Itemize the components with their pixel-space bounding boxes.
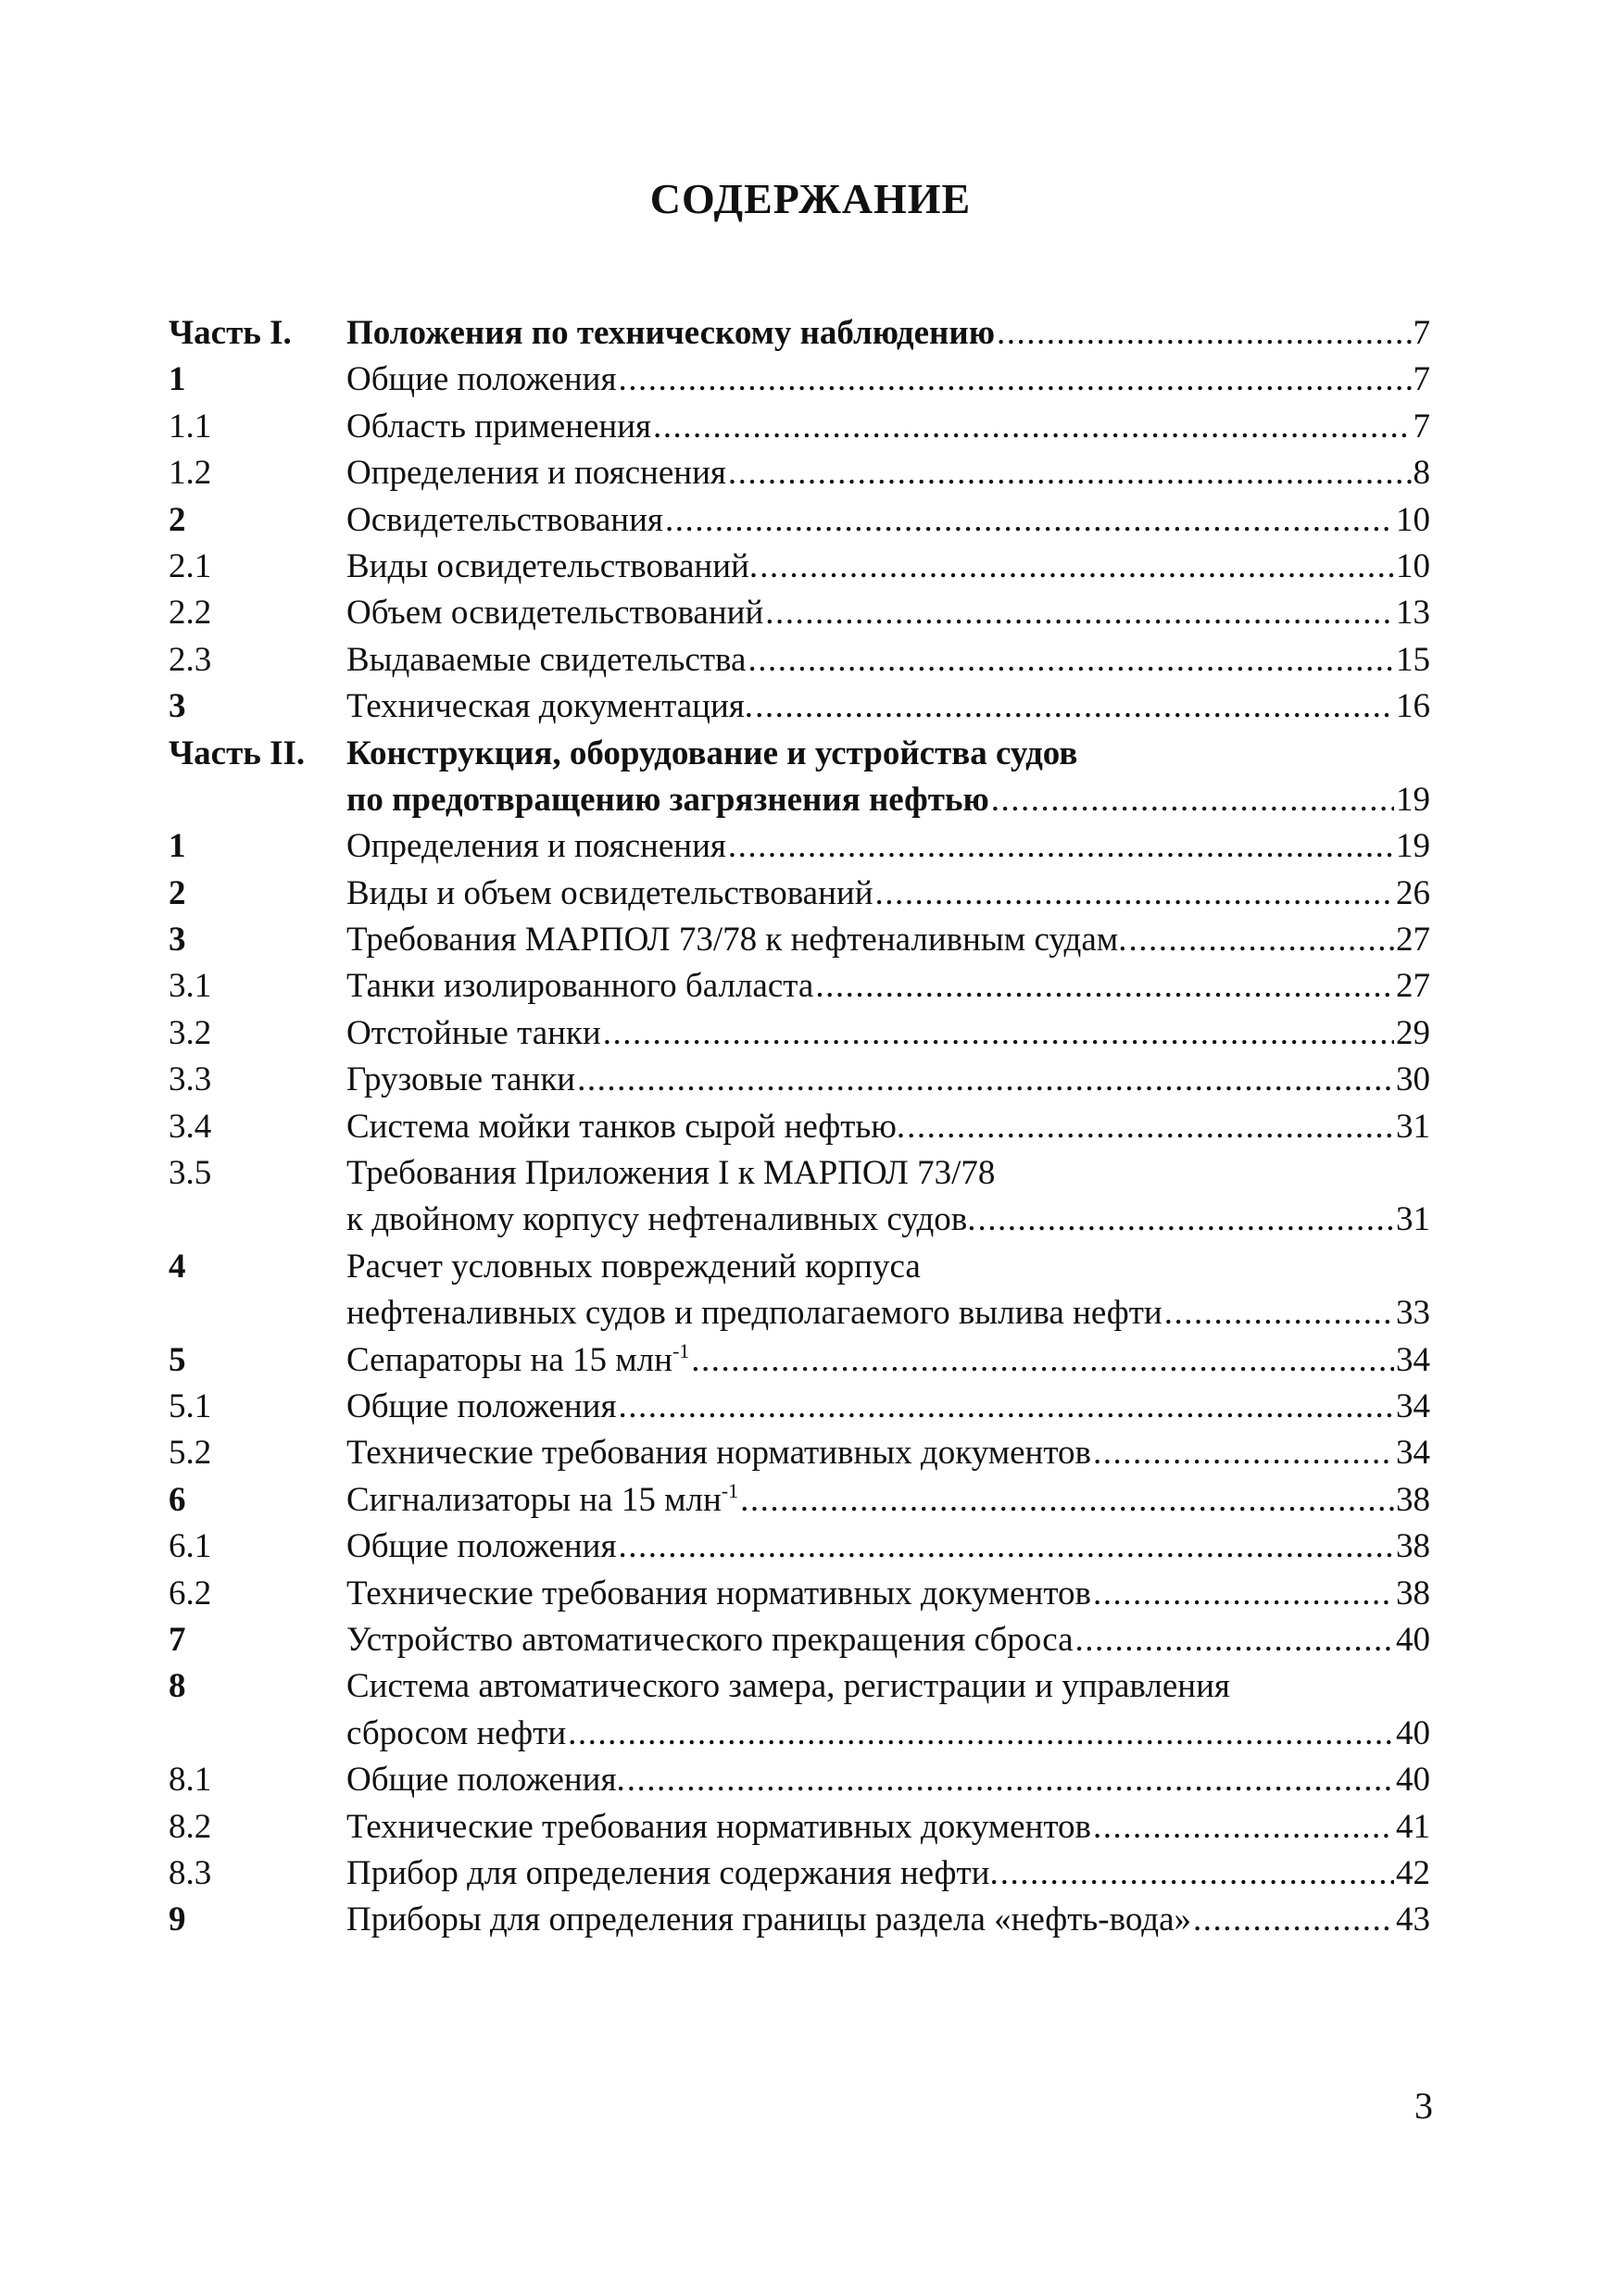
toc-entry-title-text: Приборы для определения границы раздела «нефть-вода» [346, 1901, 1192, 1939]
toc-entry-title-text: Требования Приложения I к МАРПОЛ 73/78 [346, 1154, 996, 1193]
toc-entry-title-text: нефтеналивных судов и предполагаемого вылива нефти [346, 1294, 1162, 1333]
toc-entry [169, 1617, 1430, 1663]
toc-entry-number: 3 [169, 921, 186, 960]
toc-entry-number: 4 [169, 1247, 186, 1286]
toc-entry-title [346, 1524, 616, 1570]
toc-entry [169, 1524, 1430, 1570]
toc-entry [169, 1104, 1430, 1150]
toc-entry-page: 7 [1413, 314, 1430, 352]
toc-entry-title [346, 1897, 1191, 1943]
toc-entry [169, 823, 1430, 870]
toc-entry-page: 7 [1413, 407, 1430, 445]
toc-entry-title-text: Определения и пояснения [346, 454, 726, 493]
toc-entry-number: 8.2 [169, 1807, 212, 1846]
dot-leader [1093, 1571, 1394, 1617]
toc-entry-page: 38 [1396, 1574, 1430, 1612]
dot-leader [627, 1757, 1394, 1803]
toc-entry-page: 34 [1396, 1434, 1430, 1473]
toc-entry-number: 8.1 [169, 1761, 212, 1800]
toc-entry-page: 42 [1396, 1853, 1430, 1892]
toc-entry-number: 6.2 [169, 1574, 212, 1612]
dot-leader [618, 357, 1411, 403]
dot-leader [997, 310, 1412, 357]
toc-entry-number: 2.3 [169, 640, 212, 679]
toc-entry-title [346, 684, 753, 730]
toc-entry-number: Часть II. [169, 734, 306, 772]
toc-entry [169, 684, 1430, 730]
toc-entry [169, 1571, 1430, 1617]
toc-entry-number: 2 [169, 873, 186, 912]
toc-entry-title-text: по предотвращению загрязнения нефтью [346, 780, 989, 819]
toc-entry [169, 637, 1430, 684]
dot-leader [765, 590, 1394, 636]
toc-entry [169, 1663, 1430, 1710]
toc-entry-title-text: Требования МАРПОЛ 73/78 к нефтеналивным судам. [346, 921, 1127, 960]
toc-entry [169, 590, 1430, 636]
toc-entry-title [346, 1757, 625, 1803]
toc-entry-title-text: Виды освидетельствований. [346, 546, 759, 585]
toc-entry-title-text: Область применения [346, 407, 652, 445]
toc-entry [169, 871, 1430, 917]
toc-entry-page: 40 [1396, 1620, 1430, 1659]
toc-entry-page: 33 [1396, 1294, 1430, 1333]
toc-entry-number: 8.3 [169, 1853, 212, 1892]
toc-entry-number: 3 [169, 687, 186, 726]
toc-entry-title [346, 544, 758, 590]
toc-entry [169, 731, 1430, 777]
toc-entry [169, 1057, 1430, 1103]
toc-entry-title-text: Общие положения [346, 360, 617, 399]
toc-entry-number: 3.4 [169, 1107, 212, 1146]
toc-entry-number: 1 [169, 827, 186, 866]
dot-leader [568, 1711, 1394, 1757]
toc-entry [169, 1430, 1430, 1476]
toc-entry-number: 6 [169, 1480, 186, 1519]
toc-entry [169, 1477, 1430, 1524]
toc-entry-page: 26 [1396, 873, 1430, 912]
toc-entry [169, 357, 1430, 403]
toc-entry-number: 3.3 [169, 1060, 212, 1099]
toc-entry-title [346, 1384, 616, 1430]
toc-entry-page: 7 [1413, 360, 1430, 399]
toc-entry-page: 40 [1396, 1713, 1430, 1752]
toc-entry-title-text: Отстойные танки [346, 1013, 601, 1052]
toc-entry [169, 1804, 1430, 1851]
toc-entry-title-text: сбросом нефти [346, 1713, 567, 1752]
toc-entry [169, 1757, 1430, 1803]
toc-entry [169, 450, 1430, 496]
toc-entry-page: 38 [1396, 1527, 1430, 1566]
toc-entry-page: 29 [1396, 1013, 1430, 1052]
toc-entry-title [346, 1804, 1091, 1851]
page-title: СОДЕРЖАНИЕ [649, 175, 972, 222]
toc-entry-title-text: Технические требования нормативных документов [346, 1574, 1091, 1612]
toc-entry-page: 19 [1396, 827, 1430, 866]
toc-entry-page: 10 [1396, 546, 1430, 585]
toc-entry [169, 777, 1430, 823]
toc-entry-title [346, 1337, 689, 1384]
toc-entry-title-text: Сигнализаторы на 15 млн [346, 1480, 722, 1519]
toc-entry-page: 40 [1396, 1761, 1430, 1800]
toc-entry [169, 1851, 1430, 1897]
dot-leader [603, 1010, 1394, 1057]
dot-leader [665, 497, 1394, 544]
toc-entry-page: 19 [1396, 780, 1430, 819]
toc-entry-title [346, 1430, 1091, 1476]
toc-entry-title [346, 590, 763, 636]
toc-entry [169, 1711, 1430, 1757]
toc-entry-page: 13 [1396, 594, 1430, 633]
dot-leader [978, 1197, 1395, 1243]
toc-entry-title [346, 1150, 995, 1197]
toc-entry-title-text: Объем освидетельствований [346, 594, 764, 633]
dot-leader [991, 777, 1394, 823]
dot-leader [1093, 1430, 1394, 1476]
toc-entry-title-text: Грузовые танки [346, 1060, 576, 1099]
toc-entry-title [346, 1290, 1162, 1336]
dot-leader [760, 544, 1394, 590]
toc-entry-title [346, 1711, 566, 1757]
toc-entry-page: 8 [1413, 454, 1430, 493]
toc-entry-title [346, 404, 651, 450]
toc-entry-title-text: Общие положения [346, 1527, 617, 1566]
toc-entry-title-text: Освидетельствования [346, 500, 663, 539]
toc-entry-title [346, 1244, 921, 1290]
toc-entry-title-text: Танки изолированного балласта [346, 967, 814, 1006]
toc-entry-page: 41 [1396, 1807, 1430, 1846]
toc-entry-title [346, 1851, 999, 1897]
toc-entry-number: 1 [169, 360, 186, 399]
dot-leader [1075, 1617, 1395, 1663]
toc-entry-title [346, 777, 989, 823]
toc-entry [169, 1010, 1430, 1057]
toc-entry-title [346, 1197, 976, 1243]
toc-entry-title [346, 1477, 738, 1524]
toc-entry-number: 7 [169, 1620, 186, 1659]
toc-entry-number: 8 [169, 1667, 186, 1706]
dot-leader [1164, 1290, 1394, 1336]
toc-entry-title-text: Технические требования нормативных документов [346, 1807, 1091, 1846]
toc-entry-title-text: Конструкция, оборудование и устройства судов [346, 734, 1078, 772]
toc-entry [169, 1290, 1430, 1336]
toc-entry-page: 34 [1396, 1386, 1430, 1425]
toc-entry-title [346, 1663, 1230, 1710]
toc-entry-page: 27 [1396, 921, 1430, 960]
toc-entry [169, 1384, 1430, 1430]
dot-leader [755, 684, 1394, 730]
toc-entry-title [346, 731, 1077, 777]
toc-entry-page: 16 [1396, 687, 1430, 726]
toc-entry-superscript: -1 [672, 1338, 690, 1362]
toc-entry-title-text: Расчет условных повреждений корпуса [346, 1247, 921, 1286]
toc-entry-title [346, 310, 995, 357]
dot-leader [740, 1477, 1394, 1524]
toc-entry-title [346, 917, 1126, 963]
dot-leader [815, 963, 1394, 1010]
dot-leader [1128, 917, 1394, 963]
toc-entry [169, 1150, 1430, 1197]
toc-entry-page: 31 [1396, 1107, 1430, 1146]
dot-leader [618, 1524, 1394, 1570]
toc-entry-page: 34 [1396, 1340, 1430, 1379]
toc-entry-title-text: Технические требования нормативных документов [346, 1434, 1091, 1473]
toc-entry-title-text: Техническая документация. [346, 687, 754, 726]
toc-entry-title-text: к двойному корпусу нефтеналивных судов. [346, 1200, 976, 1239]
toc-entry-number: 5.2 [169, 1434, 212, 1473]
toc-entry-title-text: Выдаваемые свидетельства [346, 640, 747, 679]
dot-leader [653, 404, 1411, 450]
toc-entry-title-text: Система мойки танков сырой нефтью. [346, 1107, 906, 1146]
toc-entry-title-text: Общие положения. [346, 1761, 625, 1800]
toc-entry-title-text: Сепараторы на 15 млн [346, 1340, 672, 1379]
toc-entry [169, 1244, 1430, 1290]
toc-entry-title-text: Виды и объем освидетельствований [346, 873, 873, 912]
dot-leader [748, 637, 1394, 684]
toc-entry-title [346, 823, 726, 870]
toc-entry-title [346, 963, 813, 1010]
toc-entry-number: 3.2 [169, 1013, 212, 1052]
toc-entry-number: 1.2 [169, 454, 212, 493]
toc-entry [169, 1197, 1430, 1243]
dot-leader [728, 450, 1412, 496]
toc-entry-number: 9 [169, 1901, 186, 1939]
toc-entry-number: 5.1 [169, 1386, 212, 1425]
toc-entry-page: 38 [1396, 1480, 1430, 1519]
dot-leader [691, 1337, 1394, 1384]
toc-entry-title-text: Устройство автоматического прекращения сброса [346, 1620, 1074, 1659]
toc-entry-number: 3.5 [169, 1154, 212, 1193]
dot-leader [1193, 1897, 1394, 1943]
toc-entry [169, 963, 1430, 1010]
toc-entry-title [346, 1571, 1091, 1617]
toc-entry [169, 310, 1430, 357]
toc-entry-page: 30 [1396, 1060, 1430, 1099]
toc-entry-number: 1.1 [169, 407, 212, 445]
toc-entry-title-text: Положения по техническому наблюдению [346, 314, 995, 352]
toc-entry-title-text: Система автоматического замера, регистрации и управления [346, 1667, 1230, 1706]
toc-entry-title-text: Определения и пояснения [346, 827, 726, 866]
toc-entry [169, 404, 1430, 450]
toc-entry-number: 5 [169, 1340, 186, 1379]
toc-entry-number: 2 [169, 500, 186, 539]
toc-entry-title [346, 1010, 601, 1057]
toc-entry-title [346, 450, 726, 496]
toc-entry-title [346, 637, 746, 684]
toc-entry [169, 917, 1430, 963]
toc-entry-number: 6.1 [169, 1527, 212, 1566]
toc-entry [169, 544, 1430, 590]
dot-leader [577, 1057, 1394, 1103]
toc-entry-number: 2.2 [169, 594, 212, 633]
toc-entry [169, 1337, 1430, 1384]
dot-leader [1093, 1804, 1394, 1851]
toc-entry-page: 10 [1396, 500, 1430, 539]
toc-entry-title [346, 1104, 905, 1150]
dot-leader [1000, 1851, 1394, 1897]
toc-entry-number: 3.1 [169, 967, 212, 1006]
toc-entry-superscript: -1 [721, 1478, 739, 1502]
dot-leader [907, 1104, 1394, 1150]
toc-entry-page: 43 [1396, 1901, 1430, 1939]
toc-entry-title-text: Общие положения [346, 1386, 617, 1425]
toc-entry-page: 27 [1396, 967, 1430, 1006]
toc-entry-title-text: Прибор для определения содержания нефти. [346, 1853, 999, 1892]
page-number: 3 [1414, 2085, 1433, 2127]
toc-entry-title [346, 1057, 575, 1103]
dot-leader [875, 871, 1395, 917]
toc-entry [169, 1897, 1430, 1943]
dot-leader [728, 823, 1394, 870]
toc-entry-title [346, 497, 663, 544]
toc-entry-page: 15 [1396, 640, 1430, 679]
toc-entry-title [346, 357, 616, 403]
toc-entry [169, 497, 1430, 544]
table-of-contents [169, 310, 1430, 1944]
toc-entry-number: 2.1 [169, 546, 212, 585]
toc-entry-page: 31 [1396, 1200, 1430, 1239]
toc-entry-title [346, 1617, 1074, 1663]
dot-leader [618, 1384, 1394, 1430]
toc-entry-number: Часть I. [169, 314, 292, 352]
toc-entry-title [346, 871, 873, 917]
